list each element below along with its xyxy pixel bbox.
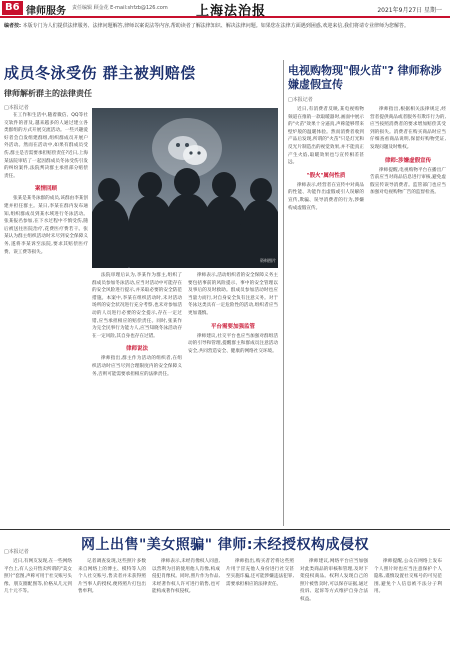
wechat-logo-icon <box>166 134 210 168</box>
silhouette-head <box>138 172 162 198</box>
article-photo-selling <box>4 534 446 664</box>
silhouette-head <box>212 172 236 198</box>
article-paragraph: 律师提醒,公众在网络上发布个人照片时也应当注意保护个人隐私,谨慎设置社交账号的可见范围,避免个人信息被不法分子利用。 <box>374 559 442 595</box>
article-paragraph: 律师指出,群主作为活动的组织者,在组织活动时应当尽到合理限度内的安全保障义务,否则可能需要承担相应的法律责任。 <box>92 356 182 377</box>
article-tv-shopping <box>288 60 446 528</box>
article-paragraph: 律师提醒,电视购物平台在播出广告前应当对商品信息进行审核,避免虚假宣传误导消费者。监管部门也应当加强对电视购物广告的监督检查。 <box>370 167 446 196</box>
section-divider <box>0 529 450 530</box>
article-headline: 电视购物现"假火苗"? 律师称涉嫌虚假宣传 <box>288 64 442 91</box>
article-paragraph: 律师建议,网络平台应当加强对此类商品的审核和管理,及时下架侵权商品。权利人发现自己的照片被售卖时,可以保存证据,通过投诉、起诉等方式维护自身合法权益。 <box>300 559 368 602</box>
section-name: 律师服务 <box>26 6 66 17</box>
article-paragraph: 法院审理后认为,李某作为群主,组织了群成员参加冬泳活动,应当对活动中可能存在的安全风险进行提示,并采取必要的安全防范措施。本案中,李某在组织活动时,未对活动场所的安全状况进行充分考察,也未对参加活动的人员进行必要的安全提示,存在一定过错,应当承担相应的赔偿责任。同时,张某作为完全民事行为能力人,应当知晓冬泳活动存在一定风险,其自身也存在过错。 <box>92 273 182 339</box>
article-photo <box>92 108 278 268</box>
silhouette-body <box>92 200 130 268</box>
article-byline: □本报记者 <box>288 97 313 103</box>
article-paragraph: 近日,有网友发现,在一些网络平台上,有人公开售卖所谓的"美女照片"套图,声称可用于社交账号头像、朋友圈配图等,价格从几元到几十元不等。 <box>4 559 72 595</box>
silhouette-head <box>174 168 200 196</box>
section-subtitle: 律师:涉嫌虚假宣传 <box>384 157 432 164</box>
article-byline: □本报记者 <box>4 105 29 111</box>
article-paragraph: 律师指出,根据相关法律规定,经营者提供商品或者服务有欺诈行为的,应当按照消费者的要求增加赔偿其受到的损失。消费者在购买商品时应当仔细查看商品说明,保留好购物凭证,发现问题及时维权。 <box>370 107 446 150</box>
article-column <box>152 558 220 662</box>
silhouette-head <box>250 178 272 202</box>
section-subtitle: 律师说法 <box>125 346 148 353</box>
article-paragraph: 记者调查发现,这些照片多数来自网络上的博主、模特等人的个人社交账号,售卖者并未获得照片当事人的授权,便将照片打包出售牟利。 <box>78 559 146 595</box>
section-subtitle: 平台需要加强监管 <box>210 323 255 330</box>
article-column <box>226 558 294 662</box>
article-column <box>288 106 364 524</box>
article-column <box>370 106 446 524</box>
editor-note <box>4 22 446 31</box>
editor-info: 责任编辑 顾金花 E-mail:shfzb@126.com <box>72 5 168 11</box>
article-column <box>92 272 182 524</box>
editor-note-label: 编者按: <box>4 23 21 29</box>
section-subtitle: "假火"属何性质 <box>306 172 346 179</box>
article-headline: 成员冬泳受伤 群主被判赔偿 <box>4 64 196 82</box>
article-paragraph: 律师表示,经营者在宣传中对商品的性能、功能作出虚假或引人误解的宣传,欺骗、误导消费者的行为,涉嫌构成虚假宣传。 <box>288 182 364 211</box>
article-column <box>300 558 368 662</box>
editor-note-text: 本版专门为人们提供法律服务、法律问题解答,律师以案说法等内容,帮助读者了解法律知识、解决法律问题。如果您在法律方面遇到困惑,欢迎来信,我们将请专业律师为您解答。 <box>22 23 409 29</box>
article-column <box>188 272 278 524</box>
section-subtitle: 案情回顾 <box>34 186 57 193</box>
article-paragraph: 张某是某冬泳群的成员,该群由李某创建并担任群主。某日,李某在群内发布通知,组织群成员到某水域进行冬泳活动。张某报名参加,在下水过程中不慎受伤,随后被送往医院治疗,花费医疗费若干。张某认为群主组织活动时未尽到安全保障义务,遂将李某诉至法院,要求其赔偿医疗费、误工费等损失。 <box>4 196 88 255</box>
article-headline: 网上出售"美女照骗" 律师:未经授权构成侵权 <box>80 537 370 553</box>
article-column <box>4 112 88 524</box>
article-paragraph: 近日,有消费者反映,某电视购物频道在推销一款取暖器时,画面中展示的"火苗"效果十分逼真,声称能够带来壁炉般的温暖体验。然而消费者收到产品后发现,所谓的"火苗"只是灯光和反光片制造出的视觉效果,并不能真正产生火焰,取暖效果也与宣传相差甚远。 <box>288 107 364 166</box>
article-paragraph: 律师表示,活动组织者的安全保障义务主要包括事前的风险提示、事中的安全管理以及事后的及时救助。群成员参加活动时也应当量力而行,对自身安全负有注意义务。对于冬泳这类具有一定危险性的活动,组织者应当更加谨慎。 <box>188 273 278 316</box>
article-column <box>4 558 72 662</box>
article-subhead: 律师解析群主的法律责任 <box>4 89 92 98</box>
section-tag: B6 <box>2 1 23 15</box>
article-byline: □本报记者 <box>4 549 29 555</box>
column-divider <box>283 60 284 526</box>
photo-caption: 资料图片 <box>260 258 276 263</box>
article-paragraph: 在工作和生活中,随着微信、QQ等社交软件的普及,越来越多的人通过建立各类群组的方式开展交流活动。一些兴趣爱好者会自发组建群组,组织群成员开展户外活动。然而在活动中,如果有群成员受伤,群主是否需要承担赔偿责任?近日,上海某法院审结了一起因群成员冬泳受伤引发的纠纷案件,法院判决群主承担部分赔偿责任。 <box>4 113 88 179</box>
article-column <box>374 558 442 662</box>
article-paragraph: 律师表示,未经肖像权人同意,以营利为目的使用他人肖像,构成侵犯肖像权。同时,照片作为作品,未经著作权人许可进行销售,也可能构成著作权侵权。 <box>152 559 220 595</box>
newspaper-masthead: 上海法治报 <box>196 4 267 19</box>
publication-date: 2021年9月27日 星期一 <box>377 7 442 14</box>
article-paragraph: 律师建议,社交平台也应当加强对群组活动的引导和管理,提醒群主和群成员注意活动安全,共同营造安全、健康的网络社交环境。 <box>188 333 278 354</box>
article-winter-swim <box>4 60 280 528</box>
article-column <box>78 558 146 662</box>
silhouette-head <box>98 178 120 202</box>
article-paragraph: 律师指出,购买者若将这些照片用于冒充他人身份进行社交甚至实施诈骗,还可能涉嫌违法犯罪,需要承担相应的法律责任。 <box>226 559 294 587</box>
page-header <box>0 0 450 18</box>
